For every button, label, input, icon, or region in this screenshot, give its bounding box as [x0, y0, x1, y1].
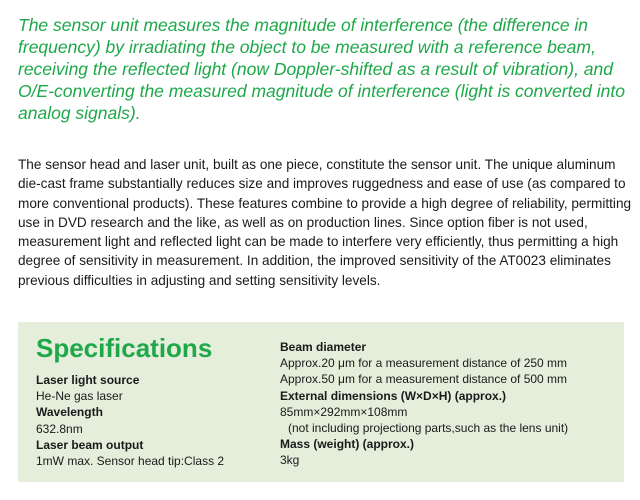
specifications-title: Specifications [36, 333, 213, 363]
spec-value-wavelength: 632.8nm [36, 421, 83, 436]
specifications-right-column [280, 339, 620, 469]
spec-value-beam-diameter-250: Approx.20 μm for a measurement distance of 250 mm [280, 356, 568, 371]
spec-value-beam-output: 1mW max. Sensor head tip:Class 2 [36, 454, 225, 469]
spec-label-mass: Mass (weight) (approx.) [280, 437, 415, 452]
body-paragraph: The sensor head and laser unit, built as one piece, constitute the sensor unit. The unique aluminum die-cast frame substantially reduces size and improves ruggedness and ease of use (as compared to more conventional products). These features combine to provide a high degree of reliability, permitting use in DVD research and the like, as well as on production lines. Since option fiber is not used, measurement light and reflected light can be made to interfere very efficiently, thus permitting a high degree of sensitivity in measurement. In addition, the improved sensitivity of the AT0023 eliminates previous difficulties in adjusting and setting sensitivity levels. [18, 157, 632, 288]
spec-value-dimensions: 85mm×292mm×108mm [280, 404, 408, 419]
spec-label-dimensions: External dimensions (W×D×H) (approx.) [280, 388, 507, 403]
specifications-panel [18, 322, 624, 482]
intro-paragraph: The sensor unit measures the magnitude of interference (the difference in frequency) by irradiating the object to be measured with a reference beam, receiving the reflected light (now Doppler-shifted as a result of vibration), and O/E-converting the measured magnitude of interference (light is converted into analog signals). [18, 15, 625, 123]
spec-note-dimensions: (not including projectiong parts,such as the lens unit) [288, 421, 569, 436]
spec-value-mass: 3kg [280, 453, 300, 468]
spec-label-beam-output: Laser beam output [36, 437, 144, 452]
specifications-left-column [36, 372, 276, 469]
spec-label-beam-diameter: Beam diameter [280, 340, 367, 354]
spec-label-wavelength: Wavelength [36, 405, 103, 420]
spec-value-laser-source: He-Ne gas laser [36, 389, 123, 404]
spec-label-laser-source: Laser light source [36, 373, 140, 387]
spec-value-beam-diameter-500: Approx.50 μm for a measurement distance of 500 mm [280, 372, 568, 387]
